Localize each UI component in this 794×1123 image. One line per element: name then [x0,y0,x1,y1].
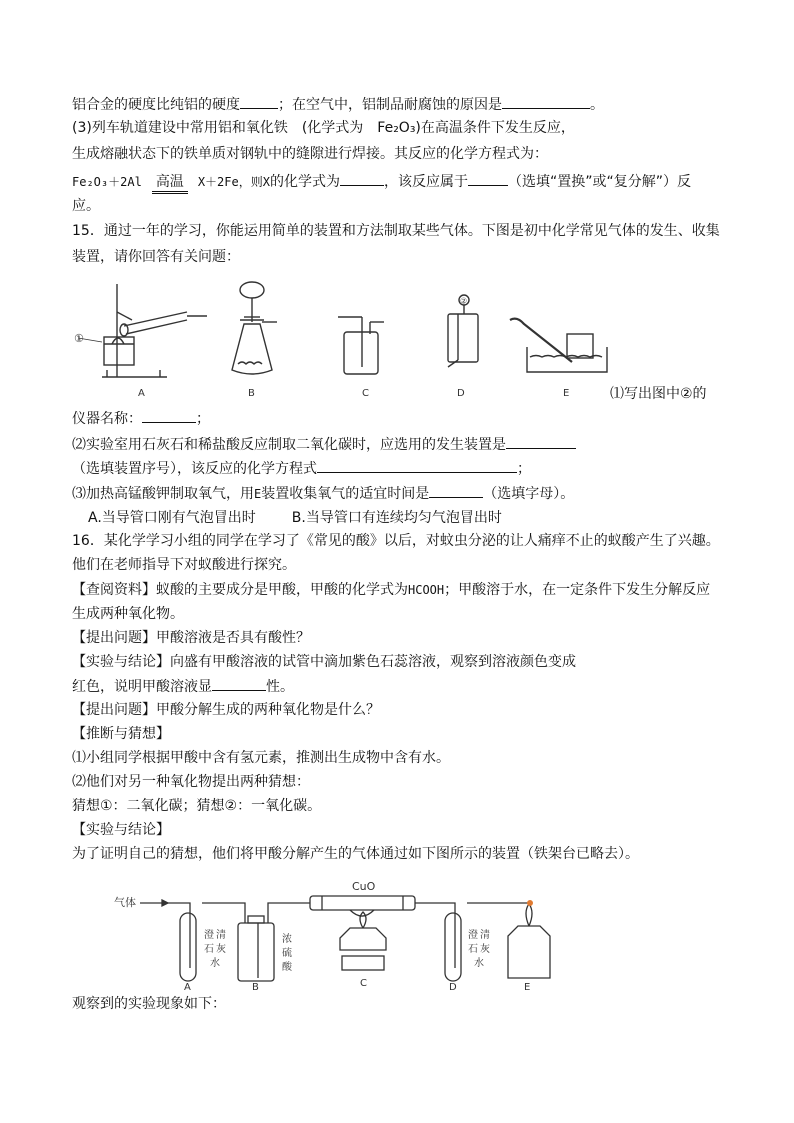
alcohol-lamp-e [508,926,550,978]
char: 澄 [468,930,478,941]
answer-blank[interactable] [212,676,266,691]
label-acid [282,932,293,973]
text: ⑶加热高锰酸钾制取氧气，用 [72,486,254,502]
line-15-1: ⑴写出图中②的 [610,386,707,402]
char: 石 [468,944,478,955]
label-e: E [524,982,531,993]
option-a: A.当导管口刚有气泡冒出时 [88,510,256,526]
line-experiment-1-cont [72,676,294,697]
label-2: ② [460,296,468,306]
line-question-15: 15．通过一年的学习，你能运用简单的装置和方法制取某些气体。下图是初中化学常见气体的发生、收集 [72,223,720,239]
answer-blank[interactable] [340,171,384,186]
bottle-b [238,923,274,981]
line-options [88,508,502,528]
char: 水 [210,958,220,969]
apparatus-figure-1 [72,272,612,402]
line-experiment-2: 【实验与结论】 [72,822,170,838]
combustion-tube-c [310,896,415,910]
text: ； [196,411,210,427]
text: （选填装置序号），该反应的化学方程式 [72,461,317,477]
reaction-condition [152,172,188,192]
answer-blank[interactable] [502,94,590,109]
text: 仪器名称： [72,411,142,427]
text: HCOOH [408,583,445,597]
equation-left: Fe₂O₃＋2Al [72,175,142,189]
text: ；甲酸溶于水，在一定条件下发生分解反应 [444,582,711,598]
char: 澄 [204,930,214,941]
test-tube-d [445,913,461,981]
line-question-15-cont: 装置，请你回答有关问题： [72,249,240,265]
char: 水 [474,958,484,969]
char: 石 [204,944,214,955]
line-question-16-cont: 他们在老师指导下对蚁酸进行探究。 [72,557,296,573]
label-b: B [252,982,259,993]
char: 浓 [282,934,292,945]
stand-c [342,956,384,970]
answer-blank[interactable] [429,483,483,498]
apparatus-c [338,317,384,374]
line-inference: 【推断与猜想】 [72,726,170,742]
line-equation-end: 应。 [72,198,100,214]
char: 灰 [480,944,490,955]
text: （选填字母）。 [483,486,575,502]
text: （选填“置换”或“复分解”）反 [507,174,691,190]
option-b: B.当导管口有连续均匀气泡冒出时 [291,510,502,526]
line-question-16: 16．某化学学习小组的同学在学习了《常见的酸》以后，对蚊虫分泌的让人痛痒不止的蚁酸产生了兴趣。 [72,533,720,549]
label-a: A [138,388,145,399]
apparatus-figure-2 [110,878,560,993]
text: 铝合金的硬度比纯铝的硬度 [72,97,240,113]
line-question-3: (3)列车轨道建设中常用铝和氧化铁 (化学式为 Fe₂O₃)在高温条件下发生反应， [72,120,575,136]
label-gas: 气体 [114,896,136,909]
equation-right: X＋2Fe，则 [197,175,263,189]
label-d: D [449,982,457,993]
apparatus-a [78,284,207,377]
text: ，该反应属于 [383,174,468,190]
line-question-3-cont: 生成熔融状态下的铁单质对钢轨中的缝隙进行焊接。其反应的化学方程式为： [72,146,548,162]
line-experiment-2-cont: 为了证明自己的猜想，他们将甲酸分解产生的气体通过如下图所示的装置（铁架台已略去）。 [72,846,639,862]
line-guesses: 猜想①：二氧化碳；猜想②：一氧化碳。 [72,798,322,814]
apparatus-e [510,319,607,372]
test-tube-a [180,913,196,981]
line-research-cont: 生成两种氧化物。 [72,606,184,622]
answer-blank[interactable] [468,171,508,186]
line-aluminum-hardness [72,94,604,115]
char: 清 [216,930,226,941]
answer-blank[interactable] [240,94,278,109]
label-d: D [457,388,465,399]
text: 红色，说明甲酸溶液显 [72,679,212,695]
label-1: ① [74,332,84,345]
answer-blank[interactable] [506,434,576,449]
text: ⑵实验室用石灰石和稀盐酸反应制取二氧化碳时，应选用的发生装置是 [72,437,506,453]
label-limewater-2 [468,928,490,969]
text: 【查阅资料】蚁酸的主要成分是甲酸，甲酸的化学式为 [72,582,408,598]
line-15-2 [72,434,576,455]
text: 。 [590,97,604,113]
label-cuo: CuO [352,880,376,893]
line-inference-1: ⑴小组同学根据甲酸中含有氢元素，推测出生成物中含有水。 [72,750,450,766]
alcohol-lamp-c [340,928,386,950]
char: 酸 [282,962,292,973]
line-15-3 [72,483,574,504]
label-e: E [563,388,570,399]
answer-blank[interactable] [142,408,196,423]
label-c: C [362,388,369,399]
answer-blank[interactable] [317,458,517,473]
label-a: A [184,982,191,993]
line-question-acidity: 【提出问题】甲酸溶液是否具有酸性？ [72,630,310,646]
text: 的化学式为 [269,174,340,190]
text: ；在空气中，铝制品耐腐蚀的原因是 [278,97,502,113]
condition-text: 高温 [155,174,184,190]
flame-icon [527,900,533,906]
line-observations: 观察到的实验现象如下： [72,996,226,1012]
line-question-oxides: 【提出问题】甲酸分解生成的两种氧化物是什么？ [72,702,380,718]
line-instrument-name [72,408,210,429]
line-15-2-cont [72,458,531,479]
line-research [72,580,710,600]
text: 装置收集氧气的适宜时间是 [261,486,430,502]
apparatus-b [232,282,277,374]
text: E [254,487,262,501]
char: 硫 [282,948,292,959]
text: 性。 [266,679,294,695]
label-c: C [360,978,367,989]
line-experiment-1: 【实验与结论】向盛有甲酸溶液的试管中滴加紫色石蕊溶液，观察到溶液颜色变成 [72,654,576,670]
label-limewater-1 [204,928,226,969]
apparatus-d [448,295,478,367]
text: ； [517,461,531,477]
char: 灰 [216,944,226,955]
formula-x: X [262,175,270,189]
line-equation [72,171,691,192]
line-inference-2: ⑵他们对另一种氧化物提出两种猜想： [72,774,310,790]
char: 清 [480,930,490,941]
label-b: B [248,388,255,399]
